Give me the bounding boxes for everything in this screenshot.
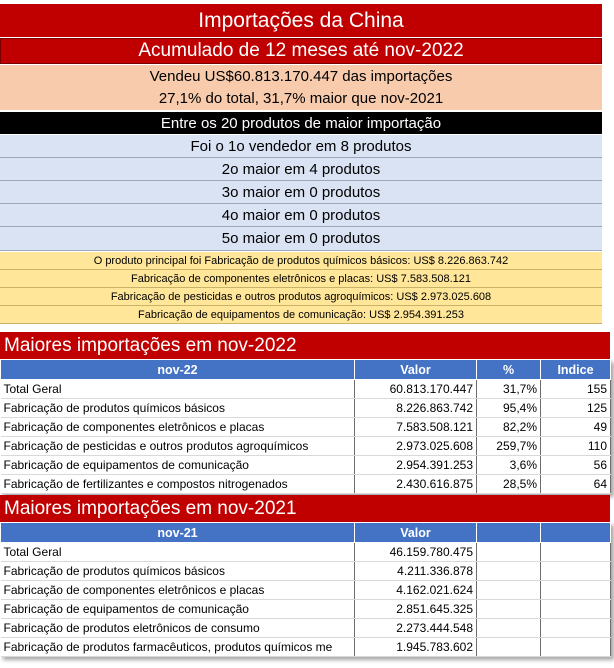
cell-value: 2.851.645.325	[355, 600, 477, 619]
cell-value: 1.945.783.602	[355, 638, 477, 657]
cell-percent: 3,6%	[477, 456, 541, 475]
sold-line: Vendeu US$60.813.170.447 das importações	[0, 65, 602, 87]
cell-name: Total Geral	[1, 380, 355, 399]
cell-value: 46.159.780.475	[355, 543, 477, 562]
highlight-item: O produto principal foi Fabricação de produtos químicos básicos: US$ 8.226.863.742	[0, 252, 602, 270]
cell-name: Fabricação de pesticidas e outros produtos agroquímicos	[1, 437, 355, 456]
cell-index: 64	[541, 475, 611, 494]
cell-percent: 31,7%	[477, 380, 541, 399]
cell-percent: 82,2%	[477, 418, 541, 437]
column-header: nov-21	[1, 523, 355, 543]
cell-value: 8.226.863.742	[355, 399, 477, 418]
column-header: nov-22	[1, 360, 355, 380]
table-row	[1, 475, 611, 494]
cell-name: Fabricação de produtos químicos básicos	[1, 562, 355, 581]
column-header-empty	[477, 523, 541, 543]
page-subtitle: Acumulado de 12 meses até nov-2022	[0, 38, 602, 64]
cell-empty	[477, 619, 541, 638]
cell-index: 110	[541, 437, 611, 456]
cell-name: Fabricação de produtos químicos básicos	[1, 399, 355, 418]
rank-item: 2o maior em 4 produtos	[0, 158, 602, 181]
cell-empty	[477, 562, 541, 581]
cell-empty	[477, 638, 541, 657]
highlight-item: Fabricação de pesticidas e outros produtos agroquímicos: US$ 2.973.025.608	[0, 288, 602, 306]
highlight-item: Fabricação de equipamentos de comunicação: US$ 2.954.391.253	[0, 306, 602, 324]
cell-percent: 95,4%	[477, 399, 541, 418]
cell-empty	[541, 581, 611, 600]
column-header: Indice	[541, 360, 611, 380]
cell-empty	[541, 600, 611, 619]
rank-item: 5o maior em 0 produtos	[0, 227, 602, 251]
cell-percent: 259,7%	[477, 437, 541, 456]
cell-value: 60.813.170.447	[355, 380, 477, 399]
table-row	[1, 638, 611, 657]
table-2021-banner: Maiores importações em nov-2021	[0, 495, 610, 522]
rank-item: Foi o 1o vendedor em 8 produtos	[0, 135, 602, 158]
cell-index: 49	[541, 418, 611, 437]
cell-name: Fabricação de equipamentos de comunicação	[1, 456, 355, 475]
cell-empty	[477, 581, 541, 600]
cell-value: 2.273.444.548	[355, 619, 477, 638]
cell-value: 2.973.025.608	[355, 437, 477, 456]
highlight-item: Fabricação de componentes eletrônicos e placas: US$ 7.583.508.121	[0, 270, 602, 288]
cell-name: Fabricação de produtos eletrônicos de consumo	[1, 619, 355, 638]
cell-value: 7.583.508.121	[355, 418, 477, 437]
table-row	[1, 600, 611, 619]
cell-name: Fabricação de componentes eletrônicos e placas	[1, 418, 355, 437]
rank-item: 4o maior em 0 produtos	[0, 204, 602, 227]
column-header: %	[477, 360, 541, 380]
table-row	[1, 581, 611, 600]
top20-heading: Entre os 20 produtos de maior importação	[0, 112, 602, 134]
cell-index: 56	[541, 456, 611, 475]
table-2022-banner: Maiores importações em nov-2022	[0, 332, 610, 359]
table-row	[1, 456, 611, 475]
column-header-empty	[541, 523, 611, 543]
table-2022	[0, 359, 611, 494]
cell-value: 4.162.021.624	[355, 581, 477, 600]
table-row	[1, 619, 611, 638]
table-row	[1, 380, 611, 399]
cell-empty	[477, 600, 541, 619]
cell-name: Fabricação de fertilizantes e compostos nitrogenados	[1, 475, 355, 494]
table-header-row	[1, 523, 611, 543]
cell-value: 4.211.336.878	[355, 562, 477, 581]
column-header: Valor	[355, 360, 477, 380]
cell-empty	[541, 638, 611, 657]
page-title: Importações da China	[0, 4, 602, 37]
table-row	[1, 562, 611, 581]
cell-name: Total Geral	[1, 543, 355, 562]
cell-name: Fabricação de componentes eletrônicos e placas	[1, 581, 355, 600]
cell-empty	[477, 543, 541, 562]
cell-index: 125	[541, 399, 611, 418]
cell-value: 2.954.391.253	[355, 456, 477, 475]
table-row	[1, 437, 611, 456]
cell-empty	[541, 619, 611, 638]
cell-empty	[541, 543, 611, 562]
cell-index: 155	[541, 380, 611, 399]
share-line: 27,1% do total, 31,7% maior que nov-2021	[0, 87, 602, 110]
cell-percent: 28,5%	[477, 475, 541, 494]
table-row	[1, 418, 611, 437]
column-header: Valor	[355, 523, 477, 543]
cell-name: Fabricação de produtos farmacêuticos, produtos químicos me	[1, 638, 355, 657]
cell-value: 2.430.616.875	[355, 475, 477, 494]
table-row	[1, 543, 611, 562]
table-2021	[0, 522, 611, 657]
rank-item: 3o maior em 0 produtos	[0, 181, 602, 204]
table-header-row	[1, 360, 611, 380]
table-row	[1, 399, 611, 418]
cell-empty	[541, 562, 611, 581]
cell-name: Fabricação de equipamentos de comunicação	[1, 600, 355, 619]
